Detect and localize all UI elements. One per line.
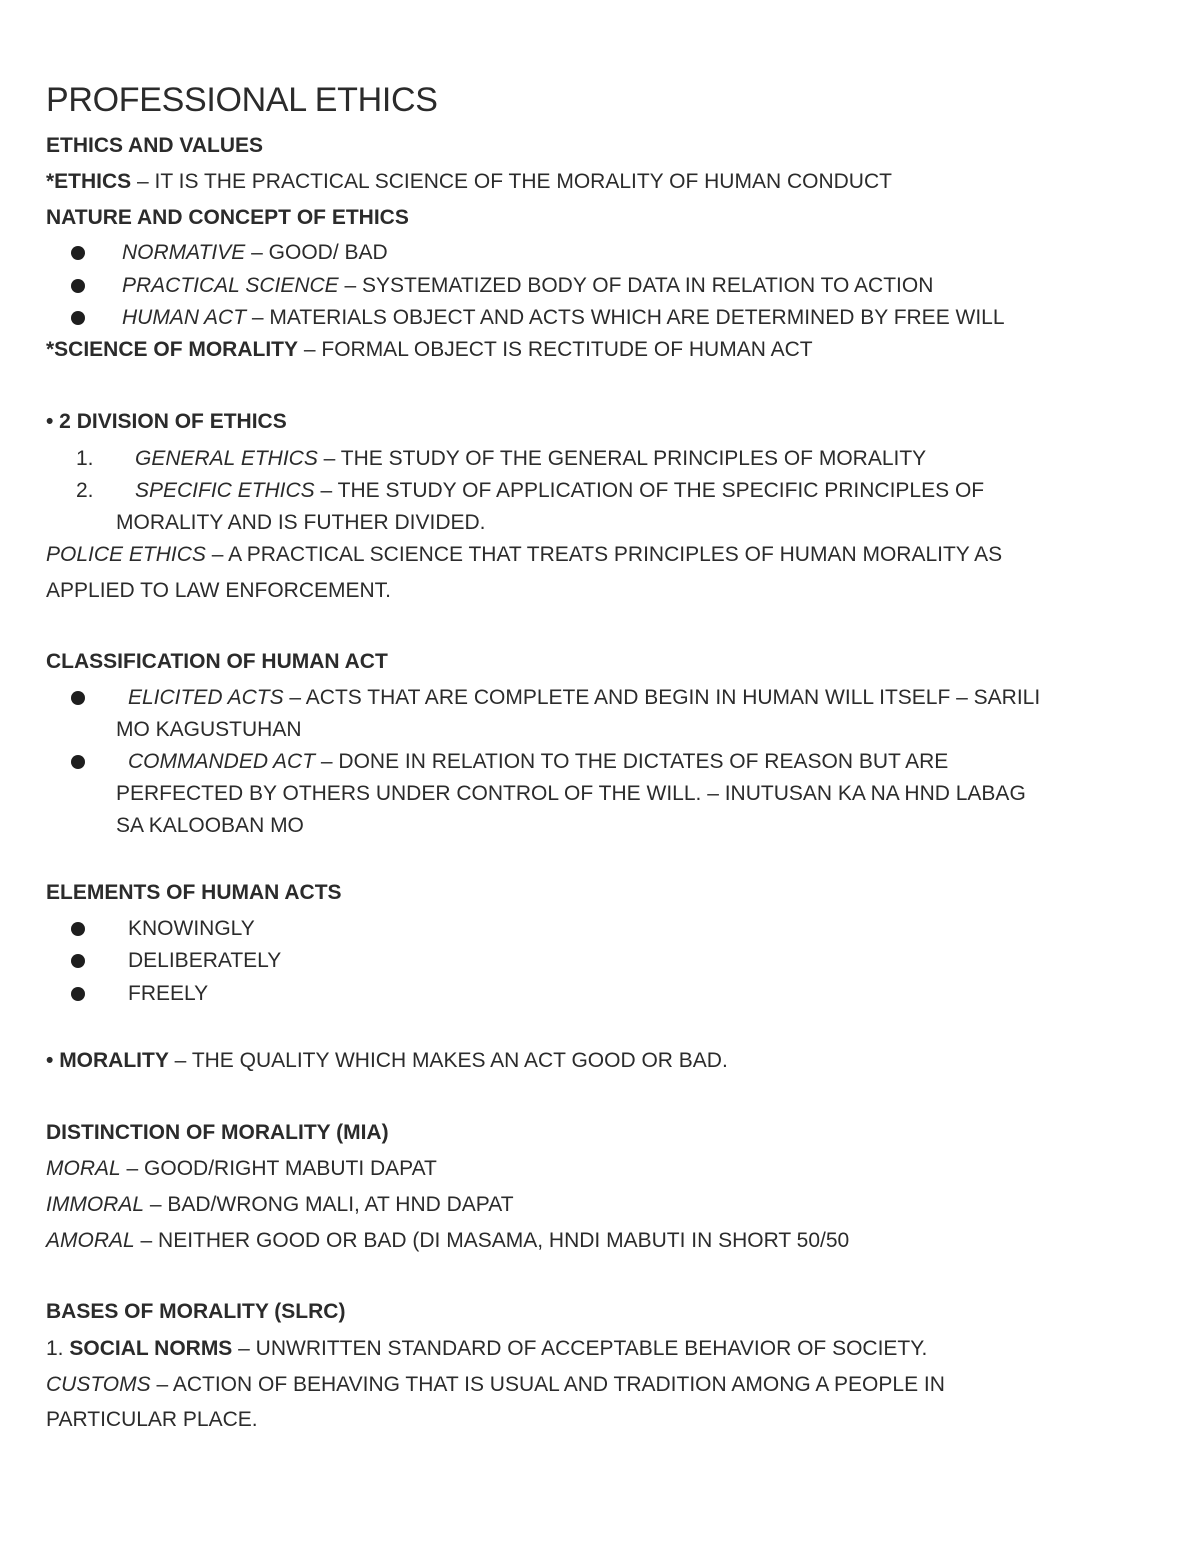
social-def: – UNWRITTEN STANDARD OF ACCEPTABLE BEHAVIOR OF SOCIETY.	[232, 1337, 928, 1360]
customs-definition	[46, 1372, 945, 1398]
item-term: MORAL	[46, 1157, 121, 1180]
list-item	[46, 1192, 514, 1218]
customs-term: CUSTOMS	[46, 1373, 151, 1396]
item-term: PRACTICAL SCIENCE	[122, 274, 339, 297]
section-heading-bases: BASES OF MORALITY (SLRC)	[46, 1300, 346, 1323]
list-item: DELIBERATELY	[128, 949, 282, 972]
list-number: 1.	[76, 447, 94, 470]
morality-def: – THE QUALITY WHICH MAKES AN ACT GOOD OR BAD.	[168, 1049, 728, 1072]
police-term: POLICE ETHICS	[46, 543, 206, 566]
list-number: 2.	[76, 479, 94, 502]
item-term: ELICITED ACTS	[128, 686, 284, 709]
item-def: – NEITHER GOOD OR BAD (DI MASAMA, HNDI MABUTI IN SHORT 50/50	[134, 1229, 850, 1252]
item-def: – BAD/WRONG MALI, AT HND DAPAT	[144, 1193, 514, 1216]
item-term: COMMANDED ACT	[128, 750, 316, 773]
bullet-icon	[71, 922, 85, 936]
bullet-icon	[71, 987, 85, 1001]
section-heading-elements: ELEMENTS OF HUMAN ACTS	[46, 881, 342, 904]
item-def: – SYSTEMATIZED BODY OF DATA IN RELATION TO ACTION	[338, 274, 934, 297]
list-number: 1.	[46, 1337, 70, 1360]
police-def: – A PRACTICAL SCIENCE THAT TREATS PRINCIPLES OF HUMAN MORALITY AS	[205, 543, 1003, 566]
bullet-icon	[71, 311, 85, 325]
page-title: PROFESSIONAL ETHICS	[46, 81, 438, 119]
police-ethics-continuation: APPLIED TO LAW ENFORCEMENT.	[46, 579, 392, 602]
item-term: SPECIFIC ETHICS	[135, 479, 315, 502]
item-term: GENERAL ETHICS	[135, 447, 318, 470]
list-item	[128, 749, 948, 775]
section-heading-ethics-values: ETHICS AND VALUES	[46, 134, 264, 157]
list-item: FREELY	[128, 982, 209, 1005]
ethics-def: – IT IS THE PRACTICAL SCIENCE OF THE MORALITY OF HUMAN CONDUCT	[131, 170, 892, 193]
ethics-definition	[46, 169, 892, 195]
item-def: – ACTS THAT ARE COMPLETE AND BEGIN IN HUMAN WILL ITSELF – SARILI	[283, 686, 1041, 709]
list-item	[135, 478, 984, 504]
item-term: HUMAN ACT	[122, 306, 247, 329]
customs-def: – ACTION OF BEHAVING THAT IS USUAL AND TRADITION AMONG A PEOPLE IN	[150, 1373, 945, 1396]
bullet-icon	[71, 755, 85, 769]
science-definition	[46, 337, 813, 363]
list-item	[135, 446, 926, 472]
item-def: – THE STUDY OF APPLICATION OF THE SPECIFIC PRINCIPLES OF	[314, 479, 985, 502]
section-heading-classification: CLASSIFICATION OF HUMAN ACT	[46, 650, 388, 673]
list-item-continuation: MORALITY AND IS FUTHER DIVIDED.	[116, 511, 486, 534]
morality-prefix: •	[46, 1049, 60, 1072]
list-item	[122, 240, 388, 266]
list-item: KNOWINGLY	[128, 917, 255, 940]
police-ethics-definition	[46, 542, 1002, 568]
customs-continuation: PARTICULAR PLACE.	[46, 1408, 258, 1431]
social-term: SOCIAL NORMS	[69, 1337, 233, 1360]
section-heading-distinction: DISTINCTION OF MORALITY (MIA)	[46, 1121, 389, 1144]
section-heading-division: • 2 DIVISION OF ETHICS	[46, 410, 287, 433]
item-term: NORMATIVE	[122, 241, 246, 264]
bullet-icon	[71, 691, 85, 705]
item-def: – MATERIALS OBJECT AND ACTS WHICH ARE DETERMINED BY FREE WILL	[246, 306, 1005, 329]
bullet-icon	[71, 279, 85, 293]
list-item-continuation: PERFECTED BY OTHERS UNDER CONTROL OF THE WILL. – INUTUSAN KA NA HND LABAG	[116, 782, 1026, 805]
item-term: IMMORAL	[46, 1193, 145, 1216]
item-def: – GOOD/RIGHT MABUTI DAPAT	[120, 1157, 437, 1180]
item-def: – THE STUDY OF THE GENERAL PRINCIPLES OF MORALITY	[317, 447, 927, 470]
science-term: *SCIENCE OF MORALITY	[46, 338, 299, 361]
list-item	[122, 305, 1005, 331]
item-def: – GOOD/ BAD	[245, 241, 388, 264]
social-norms-definition	[46, 1336, 927, 1362]
item-def: – DONE IN RELATION TO THE DICTATES OF REASON BUT ARE	[315, 750, 949, 773]
morality-term: MORALITY	[59, 1049, 169, 1072]
list-item-continuation: MO KAGUSTUHAN	[116, 718, 302, 741]
list-item-continuation: SA KALOOBAN MO	[116, 814, 304, 837]
list-item	[128, 685, 1040, 711]
list-item	[46, 1156, 437, 1182]
bullet-icon	[71, 954, 85, 968]
item-term: AMORAL	[46, 1229, 135, 1252]
ethics-term: *ETHICS	[46, 170, 132, 193]
bullet-icon	[71, 246, 85, 260]
science-def: – FORMAL OBJECT IS RECTITUDE OF HUMAN ACT	[298, 338, 813, 361]
morality-definition	[46, 1048, 728, 1074]
section-heading-nature: NATURE AND CONCEPT OF ETHICS	[46, 206, 409, 229]
list-item	[46, 1228, 849, 1254]
list-item	[122, 273, 933, 299]
